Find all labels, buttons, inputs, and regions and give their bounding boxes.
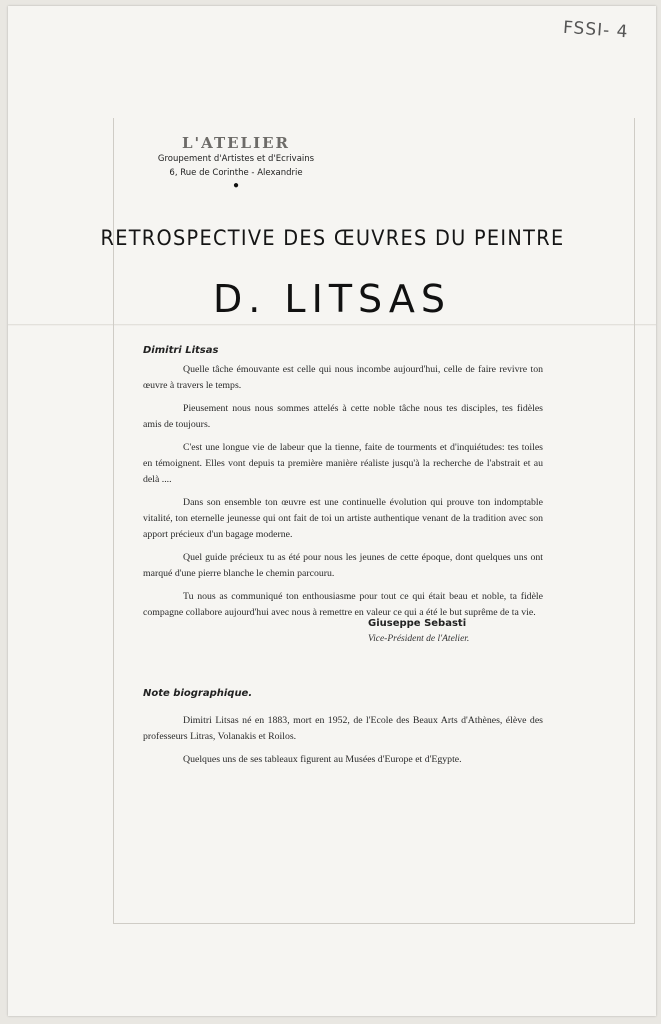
- bio-paragraph: Quelques uns de ses tableaux figurent au Musées d'Europe et d'Egypte.: [183, 754, 462, 765]
- letter-heading: Dimitri Litsas: [143, 345, 219, 356]
- bio-heading: Note biographique.: [143, 688, 253, 699]
- handwritten-margin-note: FSSI- 4: [562, 17, 630, 43]
- painter-name: D. LITSAS: [213, 277, 451, 321]
- association-subtitle: Groupement d'Artistes et d'Ecrivains: [157, 154, 315, 164]
- bullet-dot-icon: ●: [232, 180, 240, 191]
- letter-paragraph: Pieusement nous nous sommes attelés à cette noble tâche nous tes disciples, tes fidèles amis de toujours.: [143, 403, 543, 430]
- association-name: L'ATELIER: [181, 134, 290, 152]
- signature-title: Vice-Président de l'Atelier.: [368, 634, 470, 644]
- exhibition-title: RETROSPECTIVE DES ŒUVRES DU PEINTRE: [100, 226, 565, 250]
- letter-paragraph: Quelle tâche émouvante est celle qui nous incombe aujourd'hui, celle de faire revivre ton œuvre à travers le temps.: [143, 364, 543, 391]
- association-header: [146, 134, 326, 192]
- letter-paragraph: Dans son ensemble ton œuvre est une continuelle évolution qui prouve ton indomptable vitalité, ton eternelle jeunesse qui ont fait de toi un artiste authentique venant de la tradition avec son apport précieux d'un bagage moderne.: [143, 497, 543, 540]
- biographical-note: [143, 713, 543, 775]
- tribute-letter: [143, 362, 543, 628]
- association-address: 6, Rue de Corinthe - Alexandrie: [169, 168, 303, 178]
- bio-paragraph: Dimitri Litsas né en 1883, mort en 1952, de l'Ecole des Beaux Arts d'Athènes, élève des professeurs Litras, Volanakis et Roilos.: [143, 715, 543, 742]
- letter-paragraph: Tu nous as communiqué ton enthousiasme pour tout ce qui était beau et noble, ta fidèle compagne collabore aujourd'hui avec nous à remettre en valeur ce qui a été le but suprême de ta vie.: [143, 591, 543, 618]
- signature-name: Giuseppe Sebasti: [368, 618, 467, 629]
- letter-paragraph: C'est une longue vie de labeur que la tienne, faite de tourments et d'inquiétudes: tes toiles en témoignent. Elles vont depuis ta première manière réaliste jusqu'à la recherche de l'abstrait et au delà ....: [143, 442, 543, 485]
- document-page: [8, 6, 656, 1016]
- letter-paragraph: Quel guide précieux tu as été pour nous les jeunes de cette époque, dont quelques uns ont marqué d'une pierre blanche le chemin parcouru.: [143, 552, 543, 579]
